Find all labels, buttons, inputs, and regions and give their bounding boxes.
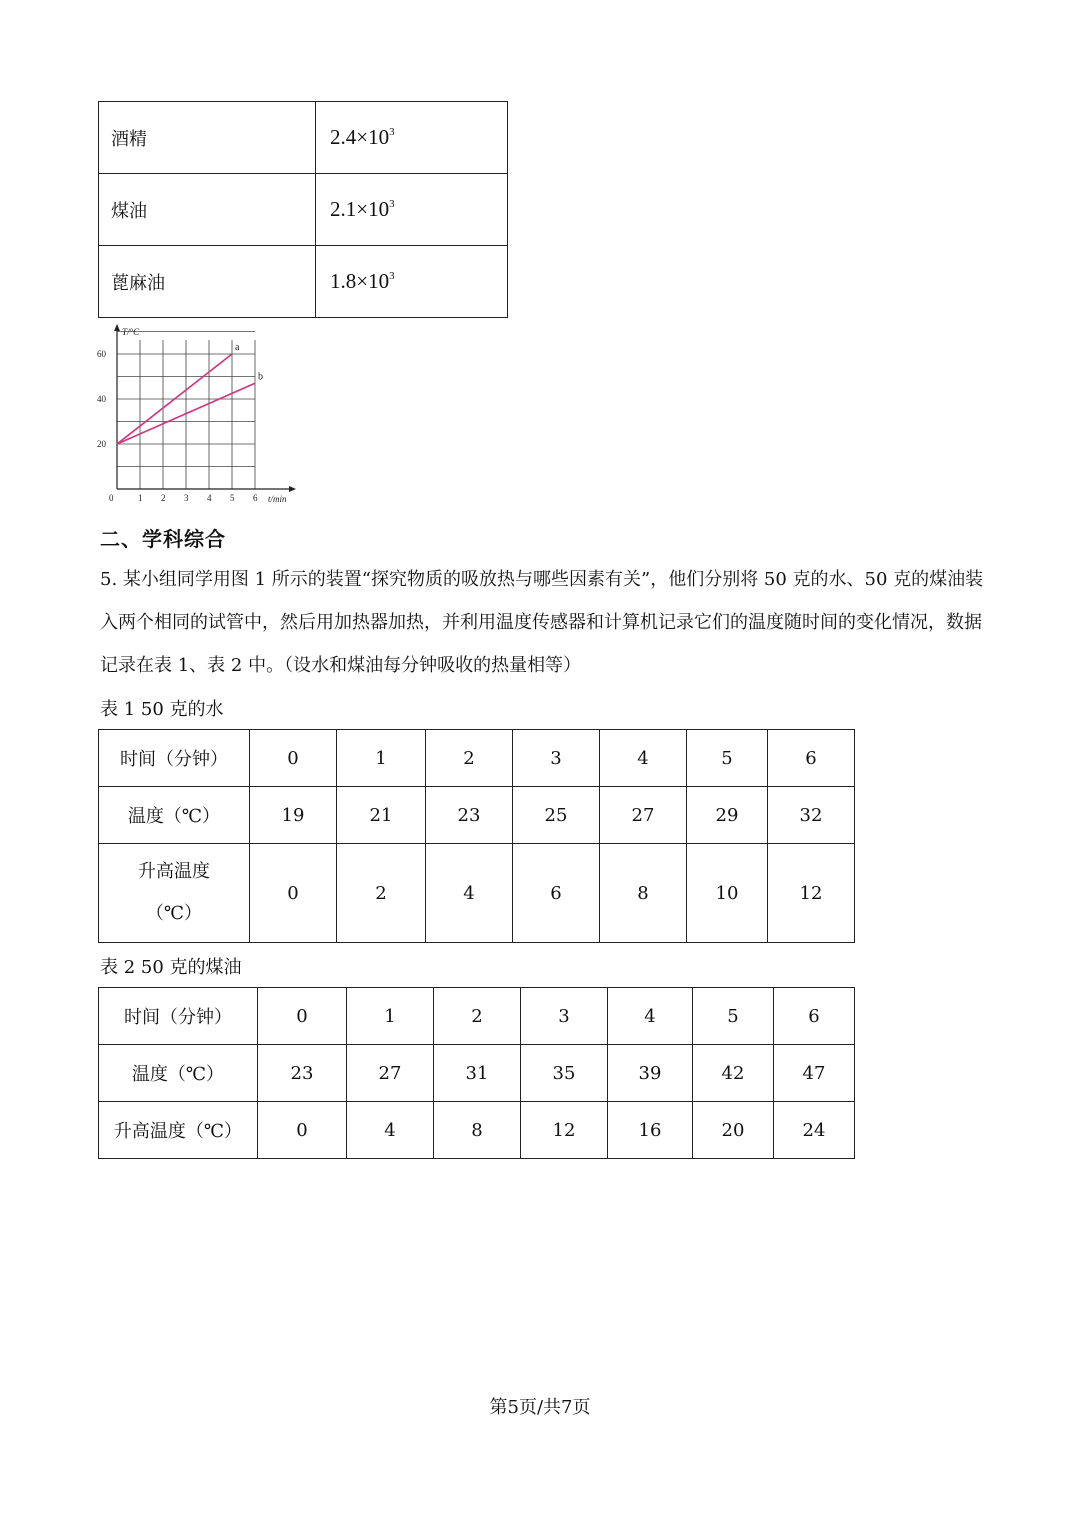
cell: 27 xyxy=(347,1045,434,1102)
y-tick-label: 40 xyxy=(97,394,106,404)
table2-caption: 表 2 50 克的煤油 xyxy=(100,957,242,978)
cell: 0 xyxy=(258,1102,347,1159)
cell: 5 xyxy=(693,988,774,1045)
cell: 1 xyxy=(347,988,434,1045)
cell: 31 xyxy=(434,1045,521,1102)
table1-caption: 表 1 50 克的水 xyxy=(100,699,224,720)
cell: 0 xyxy=(258,988,347,1045)
row-header: 升高温度（℃） xyxy=(99,1102,258,1159)
chart-labels xyxy=(97,327,287,504)
cell: 0 xyxy=(250,730,337,787)
table-row xyxy=(99,1045,855,1102)
y-tick-label: 20 xyxy=(97,439,106,449)
cell: 0 xyxy=(250,844,337,943)
cell: 4 xyxy=(426,844,513,943)
table-row xyxy=(99,730,855,787)
substance-name: 蓖麻油 xyxy=(99,246,316,318)
specific-heat-table xyxy=(98,101,508,318)
cell: 42 xyxy=(693,1045,774,1102)
cell: 8 xyxy=(600,844,687,943)
row-header: 时间（分钟） xyxy=(99,988,258,1045)
row-header: 时间（分钟） xyxy=(99,730,250,787)
row-header: 温度（℃） xyxy=(99,1045,258,1102)
cell: 32 xyxy=(768,787,855,844)
cell: 35 xyxy=(521,1045,608,1102)
page-footer: 第5页/共7页 xyxy=(489,1397,591,1418)
question-text: 5. 某小组同学用图 1 所示的装置“探究物质的吸放热与哪些因素有关”，他们分别将 50 克的水、50 克的煤油装入两个相同的试管中，然后用加热器加热，并利用温度传感器和计算机记录它们的温度随时间的变化情况，数据记录在表 1、表 2 中。（设水和煤油每分钟吸收的热量相等） xyxy=(100,569,984,676)
cell: 27 xyxy=(600,787,687,844)
x-tick-label: 1 xyxy=(138,493,143,503)
x-axis-arrow xyxy=(289,486,296,492)
cell: 3 xyxy=(513,730,600,787)
cell: 25 xyxy=(513,787,600,844)
chart-grid xyxy=(117,332,255,490)
table-row xyxy=(99,787,855,844)
cell: 4 xyxy=(347,1102,434,1159)
y-axis-label: T/°C xyxy=(122,327,140,337)
row-header xyxy=(99,844,250,943)
substance-name: 煤油 xyxy=(99,174,316,246)
cell: 4 xyxy=(608,988,693,1045)
cell: 12 xyxy=(768,844,855,943)
specific-heat-value: $1.8\times 10^3$ xyxy=(316,246,508,318)
cell: 23 xyxy=(426,787,513,844)
kerosene-data-table xyxy=(98,987,855,1159)
temperature-time-chart xyxy=(92,322,302,508)
cell: 39 xyxy=(608,1045,693,1102)
section-title: 二、学科综合 xyxy=(100,527,226,551)
x-tick-label: 2 xyxy=(161,493,166,503)
cell: 21 xyxy=(337,787,426,844)
cell: 16 xyxy=(608,1102,693,1159)
cell: 29 xyxy=(687,787,768,844)
substance-name: 酒精 xyxy=(99,102,316,174)
y-axis-arrow xyxy=(114,324,120,331)
series-label-b: b xyxy=(258,371,263,383)
cell: 24 xyxy=(774,1102,855,1159)
x-tick-label: 0 xyxy=(109,493,114,503)
cell: 23 xyxy=(258,1045,347,1102)
cell: 2 xyxy=(337,844,426,943)
cell: 19 xyxy=(250,787,337,844)
cell: 2 xyxy=(434,988,521,1045)
table-row xyxy=(99,844,855,943)
x-axis-label: t/min xyxy=(268,494,287,504)
specific-heat-value: $2.4\times 10^3$ xyxy=(316,102,508,174)
y-tick-label: 60 xyxy=(97,349,106,359)
table-row xyxy=(99,102,508,174)
row-header-line: 升高温度 xyxy=(138,861,210,882)
water-data-table xyxy=(98,729,855,943)
x-tick-label: 3 xyxy=(184,493,189,503)
table-row xyxy=(99,1102,855,1159)
table-row xyxy=(99,988,855,1045)
cell: 3 xyxy=(521,988,608,1045)
table-row xyxy=(99,246,508,318)
x-tick-label: 4 xyxy=(207,493,212,503)
x-tick-label: 5 xyxy=(230,493,235,503)
cell: 6 xyxy=(513,844,600,943)
cell: 12 xyxy=(521,1102,608,1159)
cell: 20 xyxy=(693,1102,774,1159)
specific-heat-value: $2.1\times 10^3$ xyxy=(316,174,508,246)
row-header-line: （℃） xyxy=(145,903,203,924)
cell: 10 xyxy=(687,844,768,943)
cell: 5 xyxy=(687,730,768,787)
cell: 8 xyxy=(434,1102,521,1159)
cell: 6 xyxy=(768,730,855,787)
cell: 1 xyxy=(337,730,426,787)
table-row xyxy=(99,174,508,246)
cell: 6 xyxy=(774,988,855,1045)
series-label-a: a xyxy=(235,342,240,353)
x-tick-label: 6 xyxy=(253,493,258,503)
row-header: 温度（℃） xyxy=(99,787,250,844)
cell: 2 xyxy=(426,730,513,787)
cell: 47 xyxy=(774,1045,855,1102)
cell: 4 xyxy=(600,730,687,787)
